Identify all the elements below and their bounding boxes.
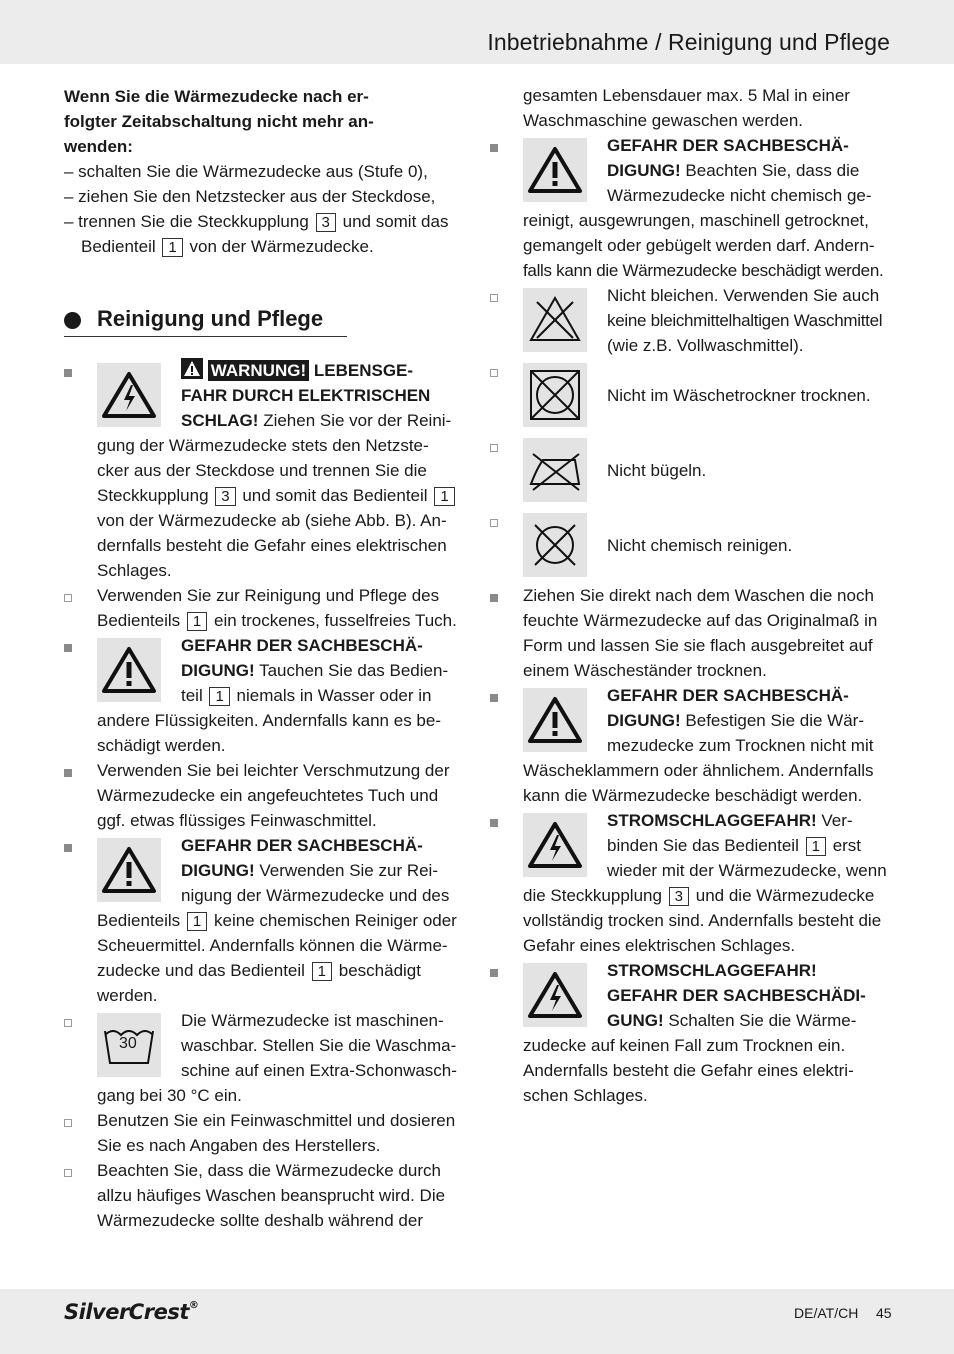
square-bullet-icon	[490, 144, 498, 152]
intro-list	[64, 159, 464, 259]
paragraph: Verwenden Sie zur Reinigung und Pflege des Bedienteils 1 ein trockenes, fusselfreies Tuch.	[97, 586, 457, 630]
square-bullet-icon	[64, 769, 72, 777]
ref-number-1: 1	[162, 238, 182, 257]
hollow-bullet-icon	[64, 1169, 72, 1177]
hollow-bullet-icon	[64, 1119, 72, 1127]
intro-heading-line: Wenn Sie die Wärmezudecke nach er-	[64, 87, 369, 106]
bullet-dot-icon	[64, 312, 81, 329]
page-number: 45	[876, 1305, 892, 1321]
electric-hazard-icon	[97, 363, 161, 427]
paragraph: Beachten Sie, dass die Wärmezudecke durch allzu häufiges Waschen beansprucht wird. Die Wärmezudecke sollte deshalb während der	[97, 1161, 446, 1230]
paragraph: Nicht bleichen. Verwenden Sie auch keine bleichmittelhaltigen Waschmittel (wie z.B. Vollwaschmittel).	[607, 286, 883, 355]
ref-number-3: 3	[215, 487, 235, 506]
paragraph: gesamten Lebensdauer max. 5 Mal in einer Waschmaschine gewaschen werden.	[523, 86, 850, 130]
warning-triangle-icon	[181, 358, 203, 379]
square-bullet-icon	[490, 819, 498, 827]
ref-number-1: 1	[312, 962, 332, 981]
no-tumble-dry-icon	[523, 363, 587, 427]
ref-number-1: 1	[806, 837, 826, 856]
no-iron-icon	[523, 438, 587, 502]
paragraph: Wäscheklammern oder ähnlichem. Andernfalls kann die Wärmezudecke beschädigt werden.	[523, 761, 874, 805]
paragraph: Nicht bügeln.	[607, 461, 707, 480]
hollow-bullet-icon	[490, 519, 498, 527]
square-bullet-icon	[64, 369, 72, 377]
warning-triangle-icon	[523, 688, 587, 752]
intro-heading-line: folgter Zeitabschaltung nicht mehr an-	[64, 112, 374, 131]
square-bullet-icon	[490, 969, 498, 977]
hollow-bullet-icon	[490, 444, 498, 452]
damage-warning-1: GEFAHR DER SACHBESCHÄ- DIGUNG! Tauchen Sie das Bedien- teil 1 niemals in Wasser oder in	[181, 636, 449, 705]
intro-list-item: Bedienteil 1 von der Wärmezudecke.	[81, 237, 374, 256]
no-dry-clean-icon	[523, 513, 587, 577]
paragraph: zudecke auf keinen Fall zum Trocknen ein. Andernfalls besteht die Gefahr eines elektri- schen Schlages.	[523, 1036, 854, 1105]
warning-triangle-icon	[97, 838, 161, 902]
hollow-bullet-icon	[490, 294, 498, 302]
square-bullet-icon	[490, 694, 498, 702]
damage-warning-4: GEFAHR DER SACHBESCHÄ- DIGUNG! Befestigen Sie die Wär- mezudecke zum Trocknen nicht mit	[607, 686, 874, 755]
section-heading	[64, 306, 347, 337]
warning-1-body: gung der Wärmezudecke stets den Netzste- cker aus der Steckdose und trennen Sie die Steckkupplung 3 und somit das Bedienteil 1 von der Wärmezudecke ab (siehe Abb. B). An- dernfalls besteht die Gefahr eines elektrischen Schlages.	[97, 433, 477, 583]
paragraph: Benutzen Sie ein Feinwaschmittel und dosieren Sie es nach Angaben des Herstellers.	[97, 1111, 456, 1155]
ref-number-3: 3	[669, 887, 689, 906]
page-title: Inbetriebnahme / Reinigung und Pflege	[487, 29, 890, 55]
intro-heading-line: wenden:	[64, 137, 133, 156]
ref-number-3: 3	[316, 213, 336, 232]
no-bleach-icon	[523, 288, 587, 352]
footer-language: DE/AT/CH	[794, 1305, 859, 1321]
warning-triangle-icon	[97, 638, 161, 702]
paragraph: Bedienteils 1 keine chemischen Reiniger oder Scheuermittel. Andernfalls können die Wärme- zudecke und das Bedienteil 1 beschädigt werden.	[97, 911, 457, 1005]
hollow-bullet-icon	[490, 369, 498, 377]
paragraph: reinigt, ausgewrungen, maschinell getrocknet, gemangelt oder gebügelt werden darf. Andern- falls kann die Wärmezudecke beschädigt werden.	[523, 211, 884, 280]
warning-triangle-icon	[523, 138, 587, 202]
electric-warning-1: STROMSCHLAGGEFAHR! Ver- binden Sie das Bedienteil 1 erst wieder mit der Wärmezudecke, wenn	[607, 811, 887, 880]
intro-heading	[64, 84, 444, 159]
damage-warning-3: GEFAHR DER SACHBESCHÄ- DIGUNG! Beachten Sie, dass die Wärmezudecke nicht chemisch ge-	[607, 136, 872, 205]
ref-number-1: 1	[209, 687, 229, 706]
paragraph: Verwenden Sie bei leichter Verschmutzung der Wärmezudecke ein angefeuchtetes Tuch und ggf. etwas flüssiges Feinwaschmittel.	[97, 761, 450, 830]
intro-list-item: – trennen Sie die Steckkupplung 3 und somit das	[64, 212, 449, 231]
paragraph: gang bei 30 °C ein.	[97, 1086, 242, 1105]
ref-number-1: 1	[187, 612, 207, 631]
square-bullet-icon	[64, 644, 72, 652]
electric-hazard-icon	[523, 813, 587, 877]
intro-list-item: – schalten Sie die Wärmezudecke aus (Stufe 0),	[64, 162, 428, 181]
paragraph: Ziehen Sie direkt nach dem Waschen die noch feuchte Wärmezudecke auf das Originalmaß in Form und lassen Sie sie flach ausgebreitet auf einem Wäscheständer trocknen.	[523, 586, 878, 680]
damage-warning-2: GEFAHR DER SACHBESCHÄ- DIGUNG! Verwenden Sie zur Rei- nigung der Wärmezudecke und des	[181, 836, 450, 905]
ref-number-1: 1	[187, 912, 207, 931]
square-bullet-icon	[490, 594, 498, 602]
text-line: FAHR DURCH ELEKTRISCHEN	[181, 386, 431, 405]
electric-warning-2: STROMSCHLAGGEFAHR! GEFAHR DER SACHBESCHÄDI- GUNG! Schalten Sie die Wärme-	[607, 961, 866, 1030]
warning-1-header: WARNUNG! LEBENSGE- FAHR DURCH ELEKTRISCHEN SCHLAG! Ziehen Sie vor der Reini-	[181, 358, 471, 433]
brand-logo: SilverCrest®	[64, 1300, 199, 1324]
paragraph: andere Flüssigkeiten. Andernfalls kann es be- schädigt werden.	[97, 711, 441, 755]
paragraph: Nicht chemisch reinigen.	[607, 536, 793, 555]
square-bullet-icon	[64, 844, 72, 852]
intro-list-item: – ziehen Sie den Netzstecker aus der Steckdose,	[64, 187, 436, 206]
electric-hazard-icon	[523, 963, 587, 1027]
paragraph: die Steckkupplung 3 und die Wärmezudecke vollständig trocken sind. Andernfalls besteht die Gefahr eines elektrischen Schlages.	[523, 886, 882, 955]
paragraph: Die Wärmezudecke ist maschinen- waschbar. Stellen Sie die Waschma- schine auf einen Extra-Schonwasch-	[181, 1011, 457, 1080]
page-header	[0, 0, 954, 64]
warning-label: WARNUNG!	[208, 360, 309, 381]
section-title: Reinigung und Pflege	[97, 306, 324, 331]
wash-temperature: 30	[119, 1035, 137, 1052]
hollow-bullet-icon	[64, 594, 72, 602]
hollow-bullet-icon	[64, 1019, 72, 1027]
paragraph: Nicht im Wäschetrockner trocknen.	[607, 386, 871, 405]
wash-30-icon	[97, 1013, 161, 1077]
ref-number-1: 1	[434, 487, 454, 506]
